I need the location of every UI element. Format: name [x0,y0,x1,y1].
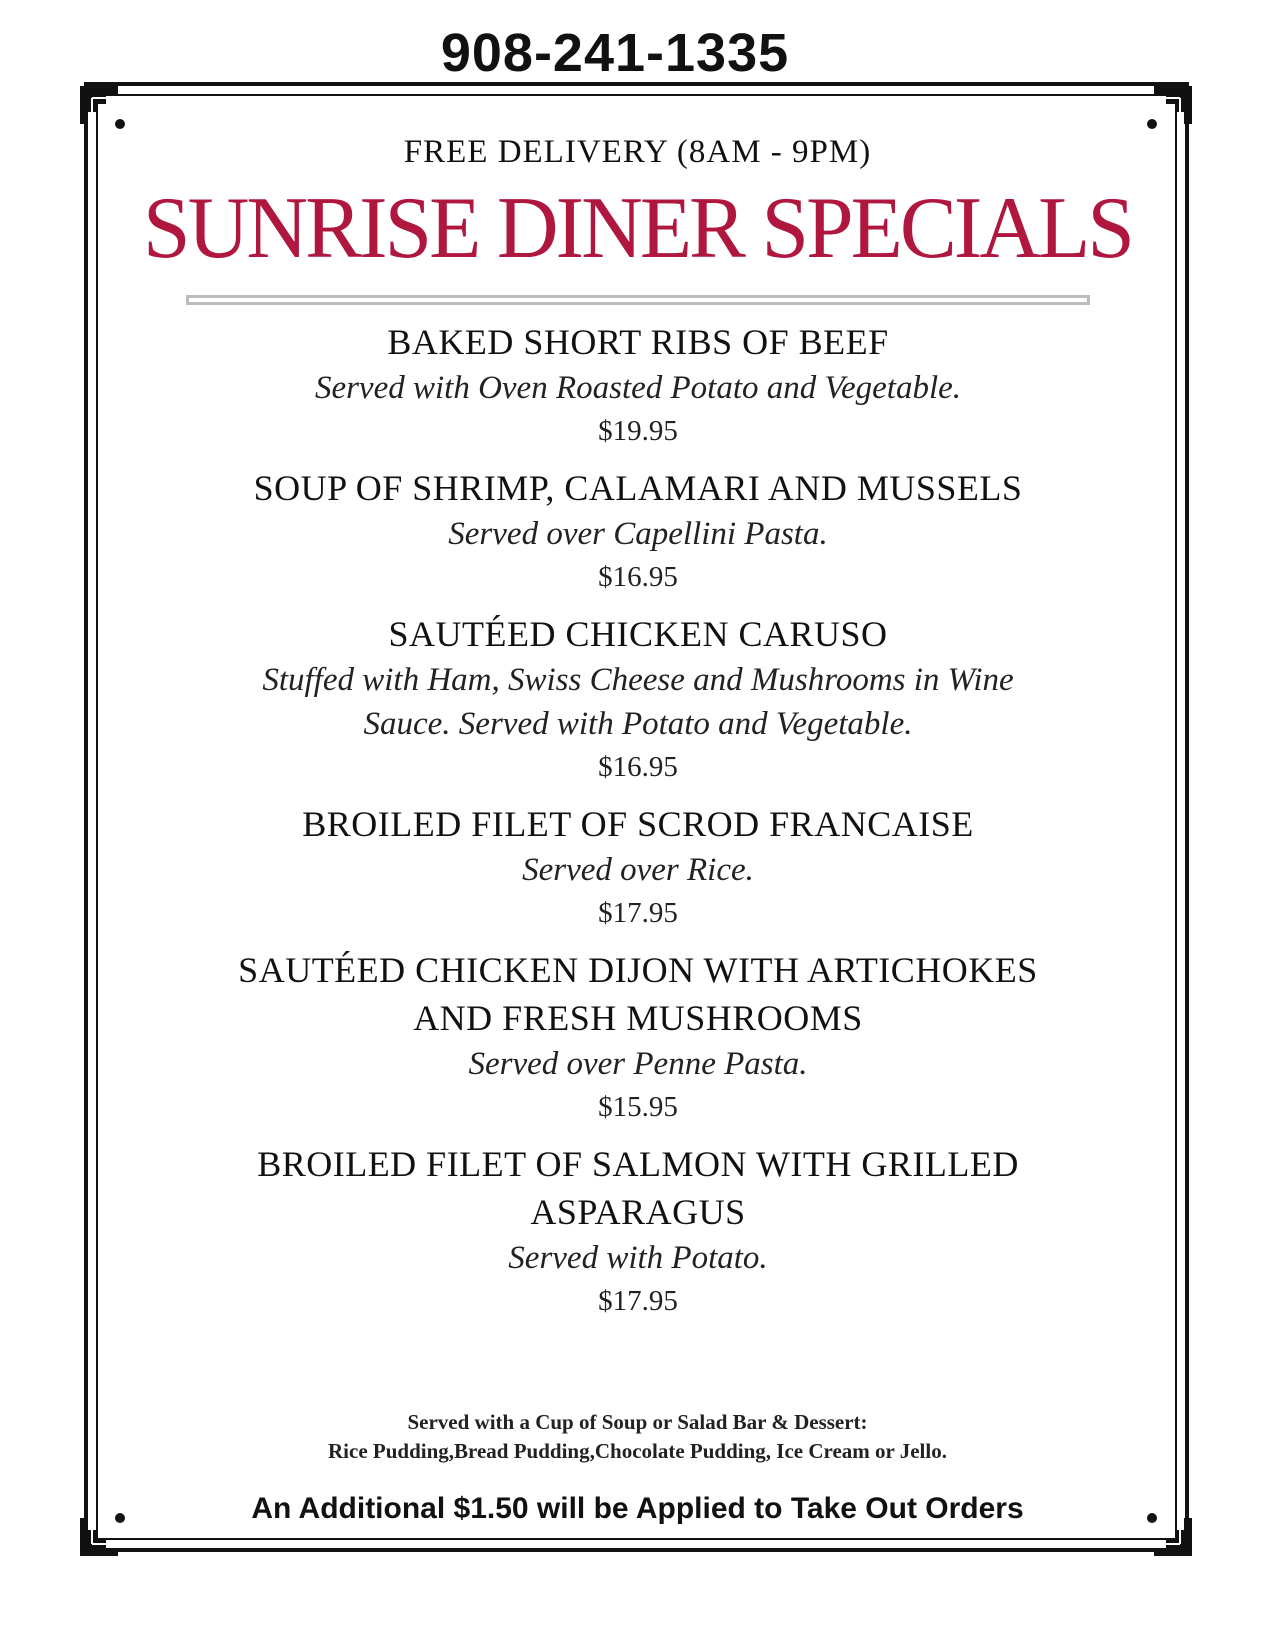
menu-item-name: SAUTÉED CHICKEN CARUSO [388,614,888,654]
menu-item-name: BAKED SHORT RIBS OF BEEF [387,322,889,362]
title-divider [186,295,1090,305]
menu-item-name: BROILED FILET OF SCROD FRANCAISE [302,804,974,844]
menu-item [186,800,1090,934]
menu-item-description: Served over Penne Pasta. [468,1046,808,1082]
specials-list [186,318,1090,1334]
menu-item-price: $17.95 [598,897,678,929]
menu-item-name: BROILED FILET OF SALMON WITH GRILLED [257,1144,1019,1184]
served-with-line: Served with a Cup of Soup or Salad Bar & Dessert: [407,1410,868,1434]
menu-item-description: Served over Capellini Pasta. [448,516,828,552]
menu-item [186,1140,1090,1322]
menu-item [186,318,1090,452]
menu-item-price: $16.95 [598,751,678,783]
menu-item-name: SAUTÉED CHICKEN DIJON WITH ARTICHOKES [238,950,1038,990]
menu-item-price: $15.95 [598,1091,678,1123]
menu-item [186,464,1090,598]
page-title: SUNRISE DINER SPECIALS [143,180,1132,277]
delivery-hours: FREE DELIVERY (8AM - 9PM) [403,134,872,170]
menu-item-name: SOUP OF SHRIMP, CALAMARI AND MUSSELS [253,468,1023,508]
menu-item-description: Stuffed with Ham, Swiss Cheese and Mushrooms in Wine [262,662,1014,698]
menu-item-name: ASPARAGUS [530,1192,746,1232]
served-with-line: Rice Pudding,Bread Pudding,Chocolate Pudding, Ice Cream or Jello. [328,1439,947,1463]
take-out-notice: An Additional $1.50 will be Applied to Take Out Orders [251,1492,1024,1525]
menu-item-price: $17.95 [598,1285,678,1317]
menu-item [186,610,1090,788]
menu-item-price: $16.95 [598,561,678,593]
menu-item-name: AND FRESH MUSHROOMS [413,998,863,1038]
menu-item-description: Served over Rice. [522,852,754,888]
menu-item-description: Served with Potato. [508,1240,768,1276]
phone-number: 908-241-1335 [440,23,790,83]
menu-item-description: Served with Oven Roasted Potato and Vegetable. [314,370,962,406]
served-with-note [0,1408,1275,1466]
menu-item-description: Sauce. Served with Potato and Vegetable. [363,706,913,742]
menu-item [186,946,1090,1128]
menu-item-price: $19.95 [598,415,678,447]
